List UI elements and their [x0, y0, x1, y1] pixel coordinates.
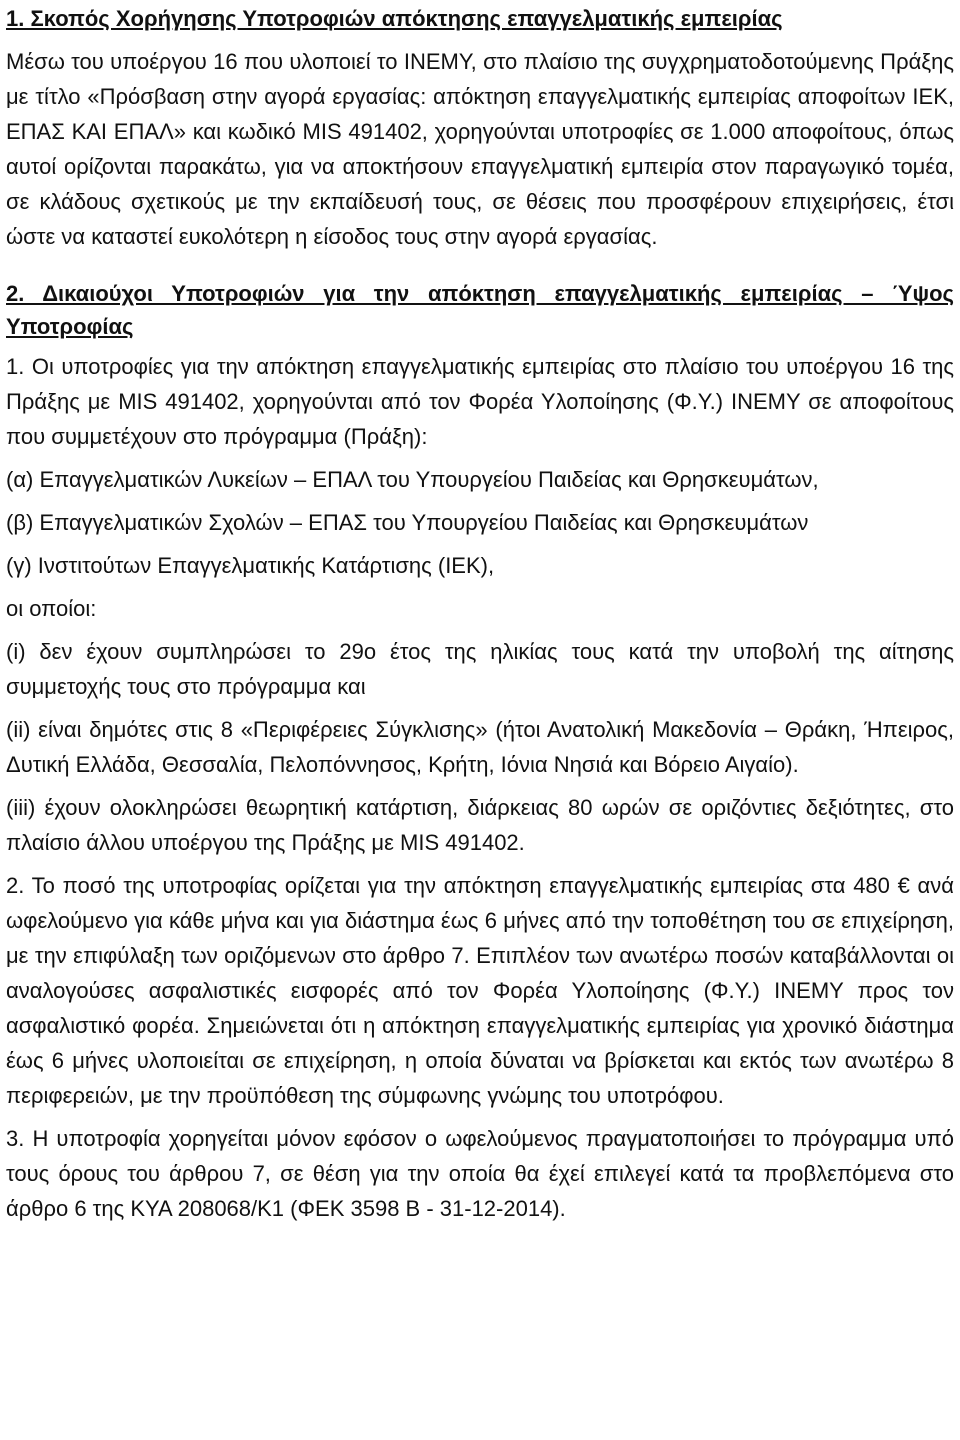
beneficiary-item-b: (β) Επαγγελματικών Σχολών – ΕΠΑΣ του Υπουργείου Παιδείας και Θρησκευμάτων [6, 510, 809, 535]
section-2-paragraph-1: 1. Οι υποτροφίες για την απόκτηση επαγγελματικής εμπειρίας στο πλαίσιο του υποέργου 16 της Πράξης με MIS 491402, χορηγούνται από τον Φορέα Υλοποίησης (Φ.Υ.) ΙΝΕΜΥ σε αποφοίτους που συμμετέχουν στο πρόγραμμα (Πράξη): [6, 354, 954, 449]
condition-i: (i) δεν έχουν συμπληρώσει το 29ο έτος της ηλικίας τους κατά την υποβολή της αίτησης συμμετοχής τους στο πρόγραμμα και [6, 639, 954, 699]
beneficiary-item-a: (α) Επαγγελματικών Λυκείων – ΕΠΑΛ του Υπουργείου Παιδείας και Θρησκευμάτων, [6, 467, 819, 492]
condition-ii: (ii) είναι δημότες στις 8 «Περιφέρειες Σύγκλισης» (ήτοι Ανατολική Μακεδονία – Θράκη, Ήπειρος, Δυτική Ελλάδα, Θεσσαλία, Πελοπόννησος, Κρήτη, Ιόνια Νησιά και Βόρειο Αιγαίο). [6, 717, 954, 777]
beneficiary-item-c: (γ) Ινστιτούτων Επαγγελματικής Κατάρτισης (ΙΕΚ), [6, 553, 495, 578]
conditions-intro: οι οποίοι: [6, 596, 97, 621]
section-1-heading: 1. Σκοπός Χορήγησης Υποτροφιών απόκτησης επαγγελματικής εμπειρίας [6, 6, 783, 31]
section-2-heading: 2. Δικαιούχοι Υποτροφιών για την απόκτηση επαγγελματικής εμπειρίας – Ύψος Υποτροφίας [6, 281, 954, 339]
section-2-paragraph-3: 3. Η υποτροφία χορηγείται μόνον εφόσον ο ωφελούμενος πραγματοποιήσει το πρόγραμμα υπό τους όρους του άρθρου 7, σε θέση για την οποία θα έχεί επιλεγεί κατά τα προβλεπόμενα στο άρθρο 6 της ΚΥΑ 208068/Κ1 (ΦΕΚ 3598 Β - 31-12-2014). [6, 1126, 954, 1221]
condition-iii: (iii) έχουν ολοκληρώσει θεωρητική κατάρτιση, διάρκειας 80 ωρών σε οριζόντιες δεξιότητες, στο πλαίσιο άλλου υποέργου της Πράξης με MIS 491402. [6, 795, 954, 855]
section-1-paragraph: Μέσω του υποέργου 16 που υλοποιεί το ΙΝΕΜΥ, στο πλαίσιο της συγχρηματοδοτούμενης Πράξης με τίτλο «Πρόσβαση στην αγορά εργασίας: απόκτηση επαγγελματικής εμπειρίας αποφοίτων ΙΕΚ, ΕΠΑΣ ΚΑΙ ΕΠΑΛ» και κωδικό MIS 491402, χορηγούνται υποτροφίες σε 1.000 αποφοίτους, όπως αυτοί ορίζονται παρακάτω, για να αποκτήσουν επαγγελματική εμπειρία στον παραγωγικό τομέα, σε κλάδους σχετικούς με την εκπαίδευσή τους, σε θέσεις που προσφέρουν επιχειρήσεις, έτσι ώστε να καταστεί ευκολότερη η είσοδος τους στην αγορά εργασίας. [6, 49, 954, 249]
section-2-paragraph-2: 2. Το ποσό της υποτροφίας ορίζεται για την απόκτηση επαγγελματικής εμπειρίας στα 480 € ανά ωφελούμενο για κάθε μήνα και για διάστημα έως 6 μήνες από την τοποθέτηση του σε επιχείρηση, με την επιφύλαξη των οριζόμενων στο άρθρο 7. Επιπλέον των ανωτέρω ποσών καταβάλλονται οι αναλογούσες ασφαλιστικές εισφορές από τον Φορέα Υλοποίησης (Φ.Υ.) ΙΝΕΜΥ προς τον ασφαλιστικό φορέα. Σημειώνεται ότι η απόκτηση επαγγελματικής εμπειρίας για χρονικό διάστημα έως 6 μήνες υλοποιείται σε επιχείρηση, η οποία δύναται να βρίσκεται και εκτός των ανωτέρω 8 περιφερειών, με την προϋπόθεση της σύμφωνης γνώμης του υποτρόφου. [6, 873, 954, 1108]
